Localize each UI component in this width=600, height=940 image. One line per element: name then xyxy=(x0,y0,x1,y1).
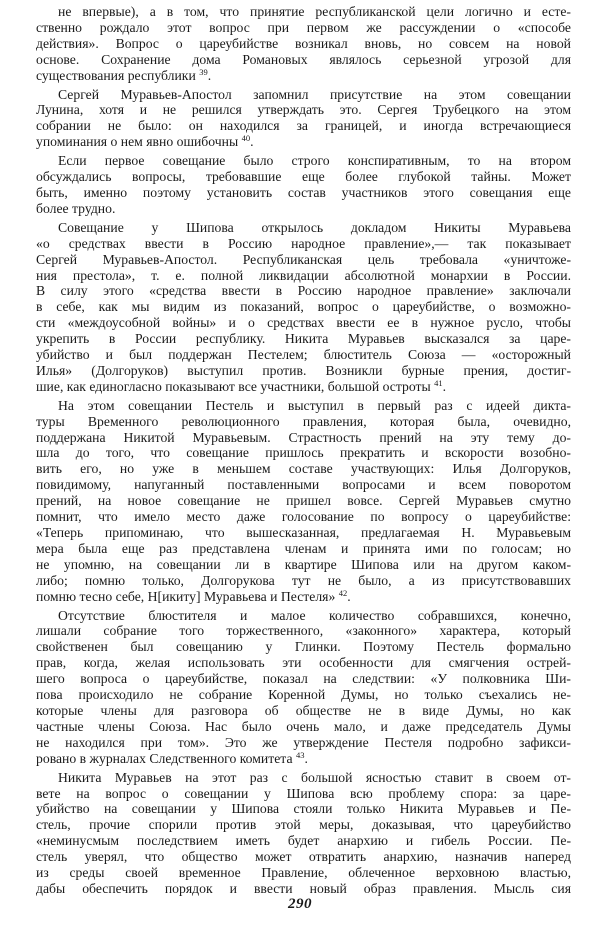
text-line: Лунина, хотя и не решился утверждать это. Сергея Трубецкого на этом xyxy=(36,102,571,118)
line-text: шие, как единогласно показывают все участники, большой остроты xyxy=(36,378,431,394)
text-line: не впервые), а в том, что принятие республиканской цели логично и есте- xyxy=(58,4,571,19)
text-line: пова происходило не собрание Коренной Думы, но только съехались не- xyxy=(36,687,571,703)
text-line: Совещание у Шипова открылось докладом Никиты Муравьева xyxy=(58,219,571,235)
sentence-end: . xyxy=(304,750,308,766)
text-line: повидимому, напуганный поставленными вопросами и всем поворотом xyxy=(36,477,571,493)
text-line xyxy=(36,881,571,897)
text-line: обсуждались вопросы, требовавшие еще более глубокой тайны. Может xyxy=(36,169,571,185)
footnote-ref[interactable]: 40 xyxy=(241,133,251,144)
text-line xyxy=(36,379,571,395)
text-line: стель уверял, что общество может отвратить анархию, назначив наперед xyxy=(36,849,571,865)
line-text: упоминания о нем явно ошибочны xyxy=(36,134,239,150)
text-line: свойственен был совещанию у Глинки. Поэтому Пестель формально xyxy=(36,639,571,655)
paragraph xyxy=(36,608,571,767)
footnote-ref[interactable]: 43 xyxy=(295,749,305,760)
text-line: убийство и был поддержан Пестелем; блюститель Союза — «осторожный xyxy=(36,347,571,363)
paragraph xyxy=(36,770,571,897)
text-line: сти «междоусобной войны» и о средствах ввести ее в нужное русло, чтобы xyxy=(36,315,571,331)
text-line xyxy=(36,751,571,767)
text-line: в себе, как мы видим из показаний, вопрос о цареубийстве, о возможно- xyxy=(36,299,571,315)
line-text: дабы обеспечить порядок и ввести новый образ правления. Мысль сия xyxy=(36,880,571,896)
text-line: прений, на новое совещание не пришел вовсе. Сергей Муравьев смутно xyxy=(36,493,571,509)
text-line: вете на вопрос о совещании у Шипова всю проблему спора: за царе- xyxy=(36,785,571,801)
text-line: ния престола», т. е. полной ликвидации абсолютной монархии в России. xyxy=(36,267,571,283)
text-line: Сергей Муравьев-Апостол. Республиканская цель требовала «уничтоже- xyxy=(36,251,571,267)
text-line: Никита Муравьев на этот раз с большой ясностью ставит в своем от- xyxy=(58,769,571,785)
sentence-end: . xyxy=(207,67,212,83)
text-line: Если первое совещание было строго конспиративным, то на втором xyxy=(58,153,571,169)
sentence-end: . xyxy=(442,378,447,394)
line-text: существования республики xyxy=(36,67,196,83)
text-line: Илья» (Долгоруков) выступил против. Возникли бурные прения, достиг- xyxy=(36,362,571,378)
body-text xyxy=(36,4,571,897)
text-line: вить его, но уже в меньшем составе участвующих: Илья Долгоруков, xyxy=(36,461,571,477)
text-line: «о средствах ввести в Россию народное правление»,— так показывает xyxy=(36,235,571,251)
text-line: шла до того, что совещание пришлось прекратить и вскорости возобно- xyxy=(36,445,571,461)
text-line: помнит, что имело место даже голосование по вопросу о цареубийстве: xyxy=(36,509,571,525)
paragraph xyxy=(36,4,571,84)
text-line: шего вопроса о цареубийстве, показал на следствии: «У полковника Ши- xyxy=(36,671,571,687)
text-line: Отсутствие блюстителя и малое количество собравшихся, конечно, xyxy=(58,607,571,623)
text-line xyxy=(36,68,571,84)
text-line: не упомню, на совещании ли в квартире Шипова или на другом каком- xyxy=(36,556,571,572)
line-text: помню тесно себе, Н[икиту] Муравьева и Пестеля» xyxy=(36,588,336,604)
text-line: стель, прочие спорили против этой меры, доказывая, что цареубийство xyxy=(36,817,571,833)
text-line: лишали собрание того торжественного, «законного» характера, который xyxy=(36,623,571,639)
text-line: ственно рождало этот вопрос при первом же рассуждении о «способе xyxy=(36,19,571,35)
text-line: Сергей Муравьев-Апостол запомнил присутствие на этом совещании xyxy=(58,86,571,102)
text-line: поддержана Никитой Муравьевым. Страстность прений на эту тему до- xyxy=(36,429,571,445)
sentence-end: . xyxy=(347,588,351,604)
text-line: убийство на совещании у Шипова стояли только Никита Муравьев и Пе- xyxy=(36,801,571,817)
text-line: собрании не было: он находился за границей, и иногда встречающиеся xyxy=(36,118,571,134)
text-line: мера была еще раз представлена членам и принята ими по голосам; но xyxy=(36,540,571,556)
text-line: частные члены Союза. Нас было очень мало, и даже председатель Думы xyxy=(36,718,571,734)
text-line xyxy=(36,134,571,150)
text-line: действия». Вопрос о цареубийстве возникал вновь, но совсем на новой xyxy=(36,35,571,51)
paragraph xyxy=(36,153,571,217)
paragraph xyxy=(36,87,571,151)
paragraph xyxy=(36,220,571,395)
text-line: быть, именно поэтому установить состав участников этого совещания еще xyxy=(36,184,571,200)
sentence-end: . xyxy=(250,134,254,150)
text-line: из среды своей временное Правление, облеченное верховною властью, xyxy=(36,865,571,881)
text-line: либо; помню только, Долгорукова тут не было, а из присутствовавших xyxy=(36,572,571,588)
line-text: более трудно. xyxy=(36,200,116,216)
page-number: 290 xyxy=(288,896,312,912)
text-line: На этом совещании Пестель и выступил в первый раз с идеей дикта- xyxy=(58,397,571,413)
footnote-ref[interactable]: 42 xyxy=(338,587,348,598)
text-line: которые члены для разговора об обществе не в виде Думы, но как xyxy=(36,702,571,718)
text-line: укрепить в России республику. Никита Муравьев высказался за царе- xyxy=(36,331,571,347)
line-text: ровано в журналах Следственного комитета xyxy=(36,750,293,766)
text-line: туры Временного революционного правления, которая была, очевидно, xyxy=(36,413,571,429)
text-line: «неминусмым последствием иметь будет анархию и гибель России. Пе- xyxy=(36,833,571,849)
footnote-ref[interactable]: 41 xyxy=(434,377,443,388)
text-line: прав, когда, желая использовать эти особенности для смягчения острей- xyxy=(36,655,571,671)
text-line: основе. Сохранение дома Романовых являлось серьезной угрозой для xyxy=(36,51,571,67)
footnote-ref[interactable]: 39 xyxy=(199,66,208,77)
text-line: не находился при том». Это же утверждение Пестеля подробно зафикси- xyxy=(36,734,571,750)
text-line xyxy=(36,201,571,217)
text-line: В силу этого «средства ввести в Россию народное правление» заключали xyxy=(36,283,571,299)
paragraph xyxy=(36,398,571,605)
text-line: «Теперь припоминаю, что вышесказанная, предлагаемая Н. Муравьевым xyxy=(36,525,571,540)
text-line xyxy=(36,589,571,605)
